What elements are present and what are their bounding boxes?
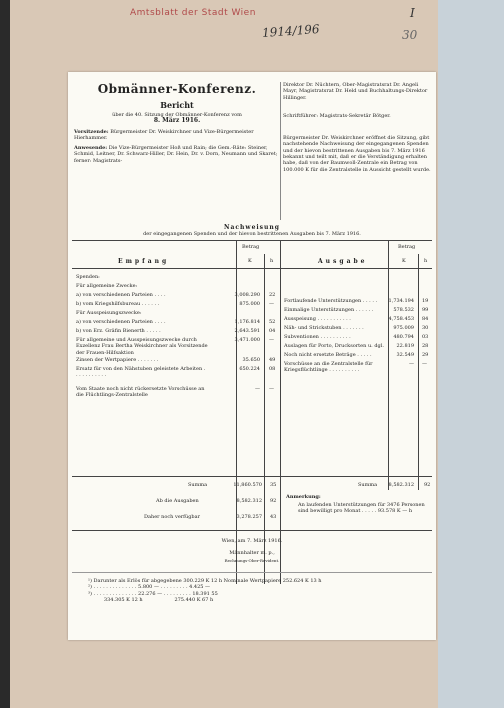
left-h-label: h bbox=[270, 258, 274, 264]
handwritten-number: 30 bbox=[402, 28, 418, 42]
table-row-k: — bbox=[409, 361, 414, 367]
left-h-divider bbox=[264, 254, 265, 584]
left-betrag-label: Betrag bbox=[242, 244, 260, 250]
intro-line: über die 40. Sitzung der Obmänner-Konferenz vom bbox=[112, 112, 242, 118]
intro-date: 8. März 1916. bbox=[153, 117, 201, 125]
table-row-text: Für Ausspeisungszwecke: bbox=[76, 310, 142, 316]
archive-stamp: Amtsblatt der Stadt Wien bbox=[130, 8, 256, 18]
table-row-k: 1,734.194 bbox=[388, 298, 414, 304]
header-right bbox=[283, 82, 433, 173]
table-row-text: Ersatz für von den Nähstuben geleistete Arbeiten . . . . . . . . . . . bbox=[76, 366, 206, 379]
header-left bbox=[74, 82, 280, 164]
footnote-line: ²) . . . . . . . . . . . . . . 5.800 — . . . . . . . . . 4.425 — bbox=[88, 584, 211, 591]
left-column-header: Empfang bbox=[118, 258, 170, 265]
secretary-line: Schriftführer: Magistrats-Sekretär Bötger. bbox=[283, 112, 391, 119]
table-row-text: Zinsen der Wertpapiere . . . . . . . bbox=[76, 357, 159, 363]
table-row-text: Ausspeisung . . . . . . . . . . . bbox=[284, 316, 351, 322]
place-date: Wien, am 7. März 1916. bbox=[221, 538, 283, 544]
right-column-header: Ausgabe bbox=[318, 258, 368, 265]
table-row-h: 08 bbox=[269, 366, 276, 372]
rest-label: Daher noch verfügbar bbox=[144, 514, 201, 520]
right-k-label: K bbox=[402, 258, 406, 264]
table-row-text: Für allgemeine und Ausspeisungszwecke durch Exzellenz Frau Bertha Weiskirchner als Vorsitzende der Frauen-Hilfsaktion bbox=[76, 337, 208, 356]
table-row-text: Für allgemeine Zwecke: bbox=[76, 283, 138, 289]
footnotes bbox=[88, 578, 428, 603]
table-row-h: — bbox=[269, 386, 274, 392]
footnote-line: ³) . . . . . . . . . . . . . . 22.276 — . . . . . . . . . 18.391 55 bbox=[88, 590, 218, 597]
report-subtitle: Bericht bbox=[160, 100, 194, 110]
table-row-text: Subventionen . . . . . . . . . . bbox=[284, 334, 351, 340]
table-head-rule bbox=[72, 268, 432, 269]
table-row-k: 4,758.453 bbox=[388, 316, 414, 322]
table-row-k: 975.009 bbox=[393, 325, 414, 331]
table-bottom-rule bbox=[72, 530, 432, 531]
table-row-h: 03 bbox=[422, 334, 429, 340]
table-row-k: 32.549 bbox=[396, 352, 414, 358]
table-row-k: 2,643.591 bbox=[234, 328, 260, 334]
table-row-text: Näh- und Strickstuben . . . . . . . bbox=[284, 325, 364, 331]
header-divider bbox=[280, 82, 281, 220]
table-row-text: Einmalige Unterstützungen . . . . . . bbox=[284, 307, 374, 313]
footnote-line: ¹) Darunter als Erlös für abgegebene 300.229 K 12 h Nominale Wertpapiere 252.624 K 13 h bbox=[88, 578, 322, 584]
ab-h: 92 bbox=[270, 498, 277, 504]
right-summe-h: 92 bbox=[424, 482, 431, 488]
sum-rule bbox=[72, 476, 432, 477]
table-row-h: — bbox=[422, 361, 427, 367]
present-text: Die Vize-Bürgermeister Hoß und Rain; die Gem.-Räte: Steiner, Schmid, Leitner, Dr. Schwarz-Hiller, Dr. Hein, Dr. v. Dorn, Neumann und Skaret; ferner: Magistrats- bbox=[74, 145, 278, 164]
table-title: Nachweisung bbox=[224, 224, 280, 231]
table-row-text: Spenden: bbox=[76, 274, 100, 280]
right-h-divider bbox=[418, 254, 419, 490]
right-summe-k: 8,582.312 bbox=[388, 482, 414, 488]
table-row-k: 480.794 bbox=[393, 334, 414, 340]
handwritten-date: 1914/196 bbox=[261, 22, 320, 40]
report-title: Obmänner-Konferenz. bbox=[97, 82, 257, 96]
table-row-text: Noch nicht ersetzte Beträge . . . . . bbox=[284, 352, 372, 358]
table-row-h: 19 bbox=[422, 298, 429, 304]
left-k-label: K bbox=[248, 258, 252, 264]
ab-k: 8,582.312 bbox=[236, 498, 262, 504]
table-row-text: Auslagen für Porto, Drucksorten u. dgl. bbox=[284, 343, 384, 349]
right-text: Bürgermeister Dr. Weiskirchner eröffnet die Sitzung, gibt nachstehende Nachweisung der eingegangenen Spenden und der hievon bestrittenen Ausgaben bis 7. März 1916 bekannt und teilt mit, daß er die Verständigung erhalten habe, daß von der Baumwoll-Zentrale ein Betrag von 100.000 K für die Zentralstelle in Aussicht gestellt wurde. bbox=[283, 135, 431, 173]
right-intro: Direktor Dr. Nüchtern, Ober-Magistratsrat Dr. Angeli Mayr, Magistratsrat Dr. Held und Buchhaltungs-Direktor Hillinger. bbox=[283, 82, 428, 101]
table-row-k: 22.819 bbox=[396, 343, 414, 349]
table-row-h: — bbox=[269, 337, 274, 343]
table-mid-divider bbox=[280, 240, 281, 584]
table-row-k: 35.650 bbox=[242, 357, 260, 363]
table-row-text: a) von verschiedenen Parteien . . . . bbox=[76, 292, 166, 298]
table-row-h: 30 bbox=[422, 325, 429, 331]
table-row-h: 22 bbox=[269, 292, 276, 298]
table-row-text: Vom Staate noch nicht rückersetzte Vorschüsse an die Flüchtlings-Zentralstelle bbox=[76, 386, 205, 399]
table-row-k: 1,176.814 bbox=[234, 319, 260, 325]
table-row-h: — bbox=[269, 301, 274, 307]
footnote-rule bbox=[72, 572, 432, 573]
table-top-rule bbox=[72, 240, 432, 241]
table-row-h: 84 bbox=[422, 316, 429, 322]
footnote-line: 334.305 K 12 h 275.440 K 67 h bbox=[88, 596, 214, 603]
table-row-text: b) vom Kriegshilfsbureau . . . . . . bbox=[76, 301, 160, 307]
chair-label: Vorsitzende: bbox=[74, 128, 109, 135]
table-row-h: 99 bbox=[422, 307, 429, 313]
table-row-text: Vorschüsse an die Zentralstelle für Kriegsflüchtlinge . . . . . . . . . . bbox=[284, 361, 373, 374]
table-row-h: 29 bbox=[422, 352, 429, 358]
signatory-role: Rechnungs-Ober-Revident. bbox=[224, 558, 280, 563]
ab-label: Ab die Ausgaben bbox=[156, 498, 199, 504]
table-row-h: 49 bbox=[269, 357, 276, 363]
present-label: Anwesende: bbox=[74, 145, 108, 152]
table-row-text: a) von verschiedenen Parteien . . . . bbox=[76, 319, 166, 325]
right-summe-label: Summa bbox=[358, 482, 378, 488]
table-row-k: 650.224 bbox=[239, 366, 260, 372]
table-row-k: 3,471.000 bbox=[234, 337, 260, 343]
signatory-name: Männhalter m. p., bbox=[229, 550, 275, 556]
rest-k: 3,278.257 bbox=[236, 514, 262, 520]
table-row-h: 52 bbox=[269, 319, 276, 325]
left-summe-label: Summa bbox=[188, 482, 208, 488]
table-row-h: 04 bbox=[269, 328, 276, 334]
right-h-label: h bbox=[424, 258, 428, 264]
table-row-text: Fortlaufende Unterstützungen . . . . . bbox=[284, 298, 378, 304]
report-paper bbox=[68, 72, 436, 640]
table-subtitle: der eingegangenen Spenden und der hievon bestrittenen Ausgaben bis 7. März 1916. bbox=[143, 231, 361, 237]
table-row-text: b) von Erz. Gräfin Bienerth . . . . . bbox=[76, 328, 161, 334]
chair-text: Bürgermeister Dr. Weiskirchner und Vize-Bürgermeister Hierhammer. bbox=[74, 128, 254, 141]
anmerkung-title: Anmerkung: bbox=[286, 494, 321, 500]
right-betrag-label: Betrag bbox=[398, 244, 416, 250]
table-row-k: — bbox=[255, 386, 260, 392]
left-summe-h: 35 bbox=[270, 482, 277, 488]
table-row-k: 875.000 bbox=[239, 301, 260, 307]
table-row-k: 578.532 bbox=[393, 307, 414, 313]
table-row-k: 3,008.290 bbox=[234, 292, 260, 298]
left-summe-k: 11,860.570 bbox=[233, 482, 262, 488]
anmerkung-text: An laufenden Unterstützungen für 3476 Personen sind bewilligt pro Monat . . . . . 93.578 K — h bbox=[298, 502, 425, 515]
handwritten-mark: I bbox=[410, 6, 415, 20]
table-row-h: 28 bbox=[422, 343, 429, 349]
rest-h: 43 bbox=[270, 514, 277, 520]
